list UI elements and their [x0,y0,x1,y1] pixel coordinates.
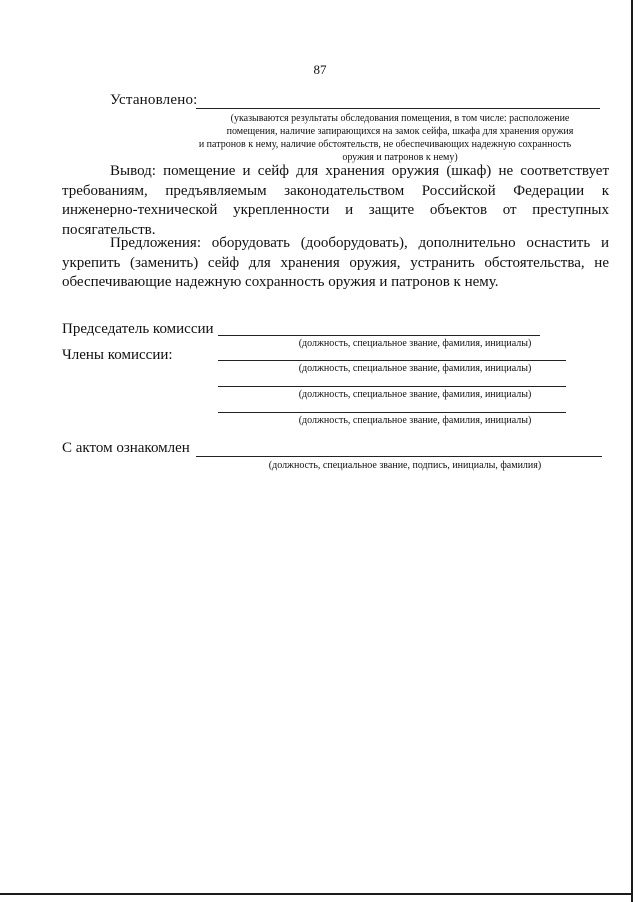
member-signature-line-3 [218,412,566,413]
established-label: Установлено: [110,92,198,108]
acquainted-hint: (должность, специальное звание, подпись, инициалы, фамилия) [268,460,542,471]
page-border-right [631,0,633,902]
established-hint-line-2: помещения, наличие запирающихся на замок сейфа, шкафа для хранения оружия [226,126,574,137]
members-label: Члены комиссии: [62,347,173,363]
proposals-paragraph [62,234,609,293]
acquainted-signature-line [196,456,602,457]
acquainted-label: С актом ознакомлен [62,440,190,456]
member-signature-line-1 [218,360,566,361]
page-number: 87 [313,62,327,77]
established-line [196,108,600,109]
established-hint-line-3: и патронов к нему, наличие обстоятельств, не обеспечивающих надежную сохранность [198,139,572,150]
established-hint-line-4: оружия и патронов к нему) [342,152,458,163]
established-hint-line-1: (указываются результаты обследования помещения, в том числе: расположение [230,113,570,124]
chairman-label: Председатель комиссии [62,321,214,337]
conclusion-paragraph [62,162,609,240]
page-border-bottom [0,893,633,895]
member-hint-2: (должность, специальное звание, фамилия, инициалы) [298,389,532,400]
proposals-text: Предложения: оборудовать (дооборудовать), дополнительно оснастить и укрепить (заменить) сейф для хранения оружия, устранить обстоятельства, не обеспечивающие надежную сохранность оружия и патронов к нему. [62,235,609,290]
member-hint-3: (должность, специальное звание, фамилия, инициалы) [298,415,532,426]
chairman-hint: (должность, специальное звание, фамилия, инициалы) [298,338,532,349]
member-hint-1: (должность, специальное звание, фамилия, инициалы) [298,363,532,374]
member-signature-line-2 [218,386,566,387]
chairman-signature-line [218,335,540,336]
conclusion-text: Вывод: помещение и сейф для хранения оружия (шкаф) не соответствует требованиям, предъявляемым законодательством Российской Федерации к инженерно-технической укрепленности и защите объектов от преступных посягательств. [62,163,609,238]
